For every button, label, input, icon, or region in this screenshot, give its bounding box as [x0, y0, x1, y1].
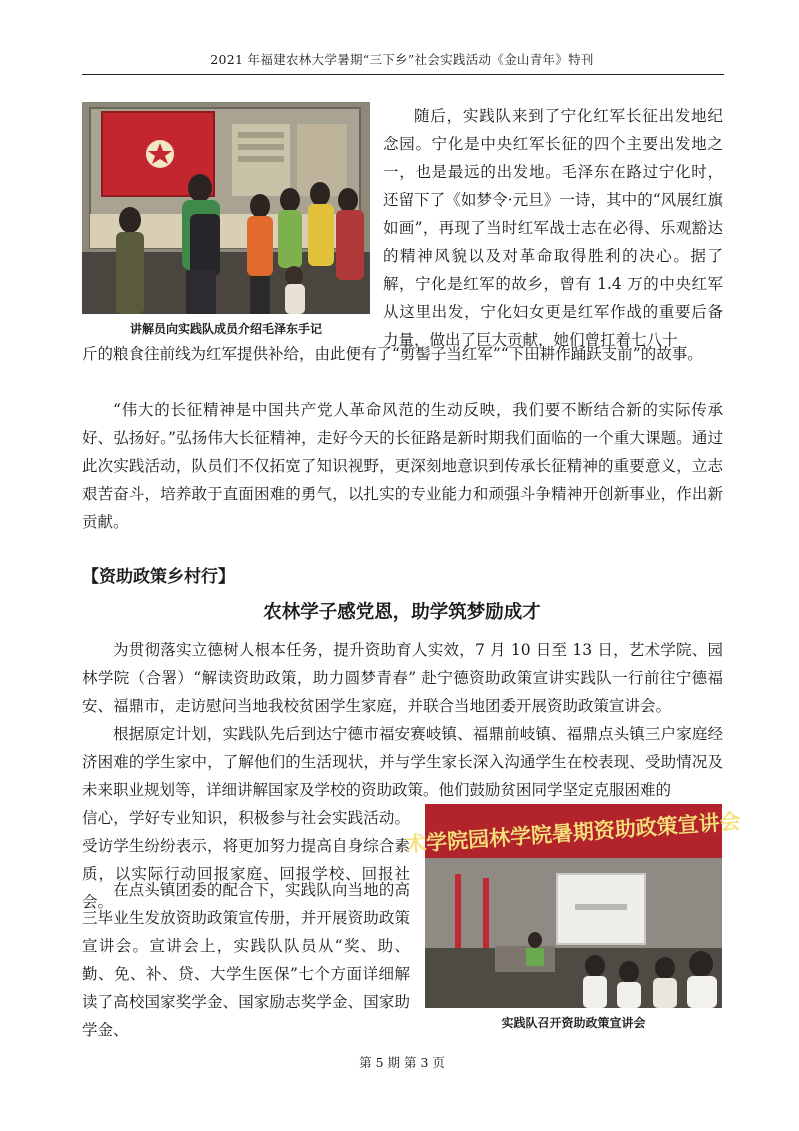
article-title: 农林学子感党恩，助学筑梦励成才 [263, 602, 541, 623]
section-heading: 【资助政策乡村行】 [82, 567, 235, 587]
museum-photo [82, 102, 370, 314]
banner-text: 术学院园林学院暑期资助政策宣讲会 [404, 809, 742, 857]
lecture-photo [404, 804, 742, 1008]
museum-photo-image [82, 102, 370, 314]
section1-paragraph1-continued: 斤的粮食往前线为红军提供补给，由此便有了“剪髻子当红军”“下田耕作踊跃支前”的故事。 [82, 345, 703, 363]
section2-paragraph2: 根据原定计划，实践队先后到达宁德市福安赛岐镇、福鼎前岐镇、福鼎点头镇三户家庭经济困难的学生家中，了解他们的生活现状，并与学生家长深入沟通学生在校表现、受助情况及未来职业规划等，详细讲解国家及学校的资助政策。他们鼓励贫困同学坚定克服困难的 [82, 725, 723, 799]
section2-paragraph3: 在点头镇团委的配合下，实践队向当地的高三毕业生发放资助政策宣传册，并开展资助政策宣讲会。宣讲会上，实践队队员从“奖、助、勤、免、补、贷、大学生医保”七个方面详细解读了高校国家奖学金、国家励志奖学金、国家助学金、 [82, 881, 410, 1039]
section1-paragraph2: “伟大的长征精神是中国共产党人革命风范的生动反映，我们要不断结合新的实际传承好、弘扬好。”弘扬伟大长征精神，走好今天的长征路是新时期我们面临的一个重大课题。通过此次实践活动，队员们不仅拓宽了知识视野，更深刻地意识到传承长征精神的重要意义，立志艰苦奋斗，培养敢于直面困难的勇气，以扎实的专业能力和顽强斗争精神开创新事业，作出新贡献。 [82, 401, 723, 531]
lecture-photo-caption: 实践队召开资助政策宣讲会 [501, 1016, 646, 1030]
header-divider [82, 74, 724, 75]
section2-paragraph2-continued: 信心，学好专业知识，积极参与社会实践活动。受访学生纷纷表示，将更加努力提高自身综合素质，以实际行动回报家庭、回报学校、回报社会。 [82, 809, 410, 911]
page-header: 2021 年福建农林大学暑期“三下乡”社会实践活动《金山青年》特刊 [210, 52, 594, 67]
page-footer: 第 5 期 第 3 页 [359, 1055, 445, 1070]
lecture-photo-image [404, 804, 742, 1008]
section1-paragraph1: 随后，实践队来到了宁化红军长征出发地纪念园。宁化是中央红军长征的四个主要出发地之一，也是最远的出发地。毛泽东在路过宁化时，还留下了《如梦令·元旦》一诗，其中的“风展红旗如画”，再现了当时红军战士志在必得、乐观豁达的精神风貌以及对革命取得胜利的决心。据了解，宁化是红军的故乡，曾有 1.4 万的中央红军从这里出发，宁化妇女更是红军作战的重要后备力量，做出了巨大贡献，她们曾扛着七八十 [383, 107, 723, 349]
museum-photo-caption: 讲解员向实践队成员介绍毛泽东手记 [129, 322, 322, 336]
section2-paragraph1: 为贯彻落实立德树人根本任务，提升资助育人实效，7 月 10 日至 13 日，艺术学院、园林学院（合署）“解读资助政策，助力圆梦青春” 赴宁德资助政策宣讲实践队一行前往宁德福安、福鼎市，走访慰问当地我校贫困学生家庭，并联合当地团委开展资助政策宣讲会。 [82, 641, 723, 715]
